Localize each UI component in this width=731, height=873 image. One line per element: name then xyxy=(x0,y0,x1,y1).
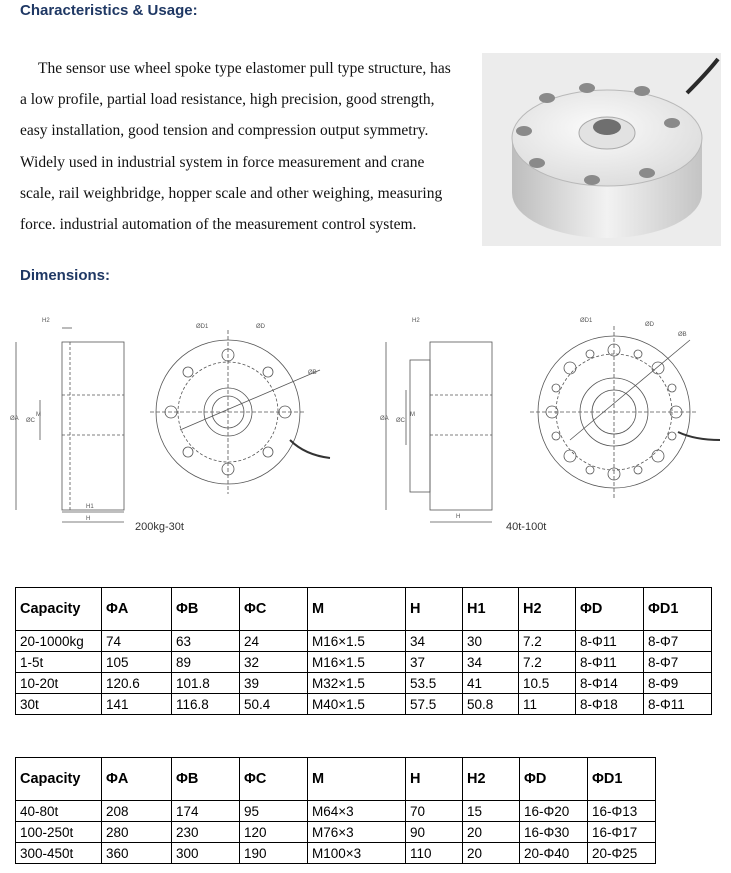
col-m: M xyxy=(308,758,406,801)
table-cell: 20-1000kg xyxy=(16,631,102,652)
top-view-large xyxy=(530,318,720,498)
table-cell: 74 xyxy=(102,631,172,652)
label-h-large: H xyxy=(456,514,461,520)
caption-large-range: 40t-100t xyxy=(506,521,547,533)
spec-table-large xyxy=(15,757,656,864)
table-cell: 7.2 xyxy=(519,631,576,652)
label-phi-d-large: ØD xyxy=(645,322,654,328)
side-view-small xyxy=(10,318,124,522)
col-h: H xyxy=(406,588,463,631)
col-phi-a: ΦA xyxy=(102,758,172,801)
table-header-row xyxy=(16,588,712,631)
table-row xyxy=(16,822,656,843)
table-cell: 110 xyxy=(406,843,463,864)
col-phi-a: ΦA xyxy=(102,588,172,631)
table-cell: 15 xyxy=(463,801,520,822)
table-cell: 24 xyxy=(240,631,308,652)
table-cell: 1-5t xyxy=(16,652,102,673)
table-cell: 8-Φ11 xyxy=(644,694,712,715)
table-cell: 57.5 xyxy=(406,694,463,715)
table-cell: 34 xyxy=(463,652,519,673)
table-cell: 116.8 xyxy=(172,694,240,715)
table-cell: 10.5 xyxy=(519,673,576,694)
table-cell: 16-Φ20 xyxy=(520,801,588,822)
label-phi-d: ØD xyxy=(256,324,265,330)
description-line: easy installation, good tension and compression output symmetry. xyxy=(20,122,429,140)
table-cell: 8-Φ7 xyxy=(644,631,712,652)
col-phi-d: ΦD xyxy=(520,758,588,801)
table-cell: 8-Φ9 xyxy=(644,673,712,694)
label-h1: H1 xyxy=(86,504,94,510)
table-cell: 30t xyxy=(16,694,102,715)
section-title-characteristics: Characteristics & Usage: xyxy=(20,2,198,19)
col-phi-c: ΦC xyxy=(240,588,308,631)
table-cell: 7.2 xyxy=(519,652,576,673)
table-row xyxy=(16,801,656,822)
description-line: force. industrial automation of the measurement control system. xyxy=(20,216,417,234)
table-cell: 174 xyxy=(172,801,240,822)
table-cell: 37 xyxy=(406,652,463,673)
table-cell: M32×1.5 xyxy=(308,673,406,694)
table-cell: 50.4 xyxy=(240,694,308,715)
table-cell: 8-Φ11 xyxy=(576,652,644,673)
col-h2: H2 xyxy=(519,588,576,631)
table-cell: M16×1.5 xyxy=(308,652,406,673)
table-cell: M100×3 xyxy=(308,843,406,864)
col-h2: H2 xyxy=(463,758,520,801)
table-cell: 8-Φ18 xyxy=(576,694,644,715)
label-phi-d1: ØD1 xyxy=(196,324,209,330)
col-capacity: Capacity xyxy=(16,758,102,801)
table-cell: 16-Φ17 xyxy=(588,822,656,843)
section-title-dimensions: Dimensions: xyxy=(20,267,111,284)
table-cell: 95 xyxy=(240,801,308,822)
label-phi-a: ØA xyxy=(10,416,19,422)
label-phi-c-large: ØC xyxy=(396,418,405,424)
table-cell: 360 xyxy=(102,843,172,864)
col-phi-b: ΦB xyxy=(172,588,240,631)
table-cell: 8-Φ14 xyxy=(576,673,644,694)
col-capacity: Capacity xyxy=(16,588,102,631)
table-row xyxy=(16,673,712,694)
table-cell: 101.8 xyxy=(172,673,240,694)
description-line: a low profile, partial load resistance, high precision, good strength, xyxy=(20,91,435,109)
table-cell: 20 xyxy=(463,822,520,843)
table-cell: 53.5 xyxy=(406,673,463,694)
table-cell: 208 xyxy=(102,801,172,822)
col-phi-c: ΦC xyxy=(240,758,308,801)
table-cell: 30 xyxy=(463,631,519,652)
table-cell: 50.8 xyxy=(463,694,519,715)
label-phi-b: ØB xyxy=(308,370,317,376)
table-cell: M64×3 xyxy=(308,801,406,822)
table-cell: 230 xyxy=(172,822,240,843)
col-phi-d1: ΦD1 xyxy=(588,758,656,801)
description-line: Widely used in industrial system in force measurement and crane xyxy=(20,153,425,171)
table-cell: 34 xyxy=(406,631,463,652)
table-cell: 280 xyxy=(102,822,172,843)
table-row xyxy=(16,652,712,673)
label-phi-d1-large: ØD1 xyxy=(580,318,593,324)
table-cell: 20 xyxy=(463,843,520,864)
product-photo xyxy=(482,53,721,246)
table-cell: 141 xyxy=(102,694,172,715)
table-cell: 300 xyxy=(172,843,240,864)
label-phi-a-large: ØA xyxy=(380,416,389,422)
table-cell: 105 xyxy=(102,652,172,673)
table-cell: 190 xyxy=(240,843,308,864)
table-cell: 300-450t xyxy=(16,843,102,864)
label-m-large: M xyxy=(410,412,415,418)
table-cell: M40×1.5 xyxy=(308,694,406,715)
col-phi-b: ΦB xyxy=(172,758,240,801)
label-phi-c: ØC xyxy=(26,418,35,424)
table-cell: 20-Φ25 xyxy=(588,843,656,864)
table-cell: 11 xyxy=(519,694,576,715)
table-cell: 40-80t xyxy=(16,801,102,822)
spec-table-small xyxy=(15,587,712,715)
label-h2: H2 xyxy=(42,318,50,324)
table-cell: 100-250t xyxy=(16,822,102,843)
table-cell: 89 xyxy=(172,652,240,673)
label-m: M xyxy=(36,412,41,418)
col-phi-d: ΦD xyxy=(576,588,644,631)
dimension-drawings xyxy=(0,300,731,540)
table-cell: 70 xyxy=(406,801,463,822)
label-h2-large: H2 xyxy=(412,318,420,324)
table-cell: 63 xyxy=(172,631,240,652)
col-h1: H1 xyxy=(463,588,519,631)
table-cell: 32 xyxy=(240,652,308,673)
table-cell: 16-Φ13 xyxy=(588,801,656,822)
caption-small-range: 200kg-30t xyxy=(135,521,184,533)
table-cell: 90 xyxy=(406,822,463,843)
col-h: H xyxy=(406,758,463,801)
table-row xyxy=(16,631,712,652)
description-line: scale, rail weighbridge, hopper scale and other weighing, measuring xyxy=(20,184,443,202)
top-view-small xyxy=(150,324,330,494)
description-paragraph xyxy=(20,53,470,240)
table-header-row xyxy=(16,758,656,801)
table-cell: 120.6 xyxy=(102,673,172,694)
table-cell: 41 xyxy=(463,673,519,694)
table-cell: 39 xyxy=(240,673,308,694)
label-h: H xyxy=(86,516,91,522)
table-cell: 20-Φ40 xyxy=(520,843,588,864)
table-cell: M76×3 xyxy=(308,822,406,843)
col-m: M xyxy=(308,588,406,631)
table-cell: 8-Φ7 xyxy=(644,652,712,673)
label-phi-b-large: ØB xyxy=(678,332,687,338)
col-phi-d1: ΦD1 xyxy=(644,588,712,631)
table-cell: 120 xyxy=(240,822,308,843)
table-cell: 16-Φ30 xyxy=(520,822,588,843)
table-cell: 8-Φ11 xyxy=(576,631,644,652)
table-cell: M16×1.5 xyxy=(308,631,406,652)
side-view-large xyxy=(380,318,492,522)
table-cell: 10-20t xyxy=(16,673,102,694)
table-row xyxy=(16,843,656,864)
description-line: The sensor use wheel spoke type elastomer pull type structure, has xyxy=(38,60,451,77)
table-row xyxy=(16,694,712,715)
